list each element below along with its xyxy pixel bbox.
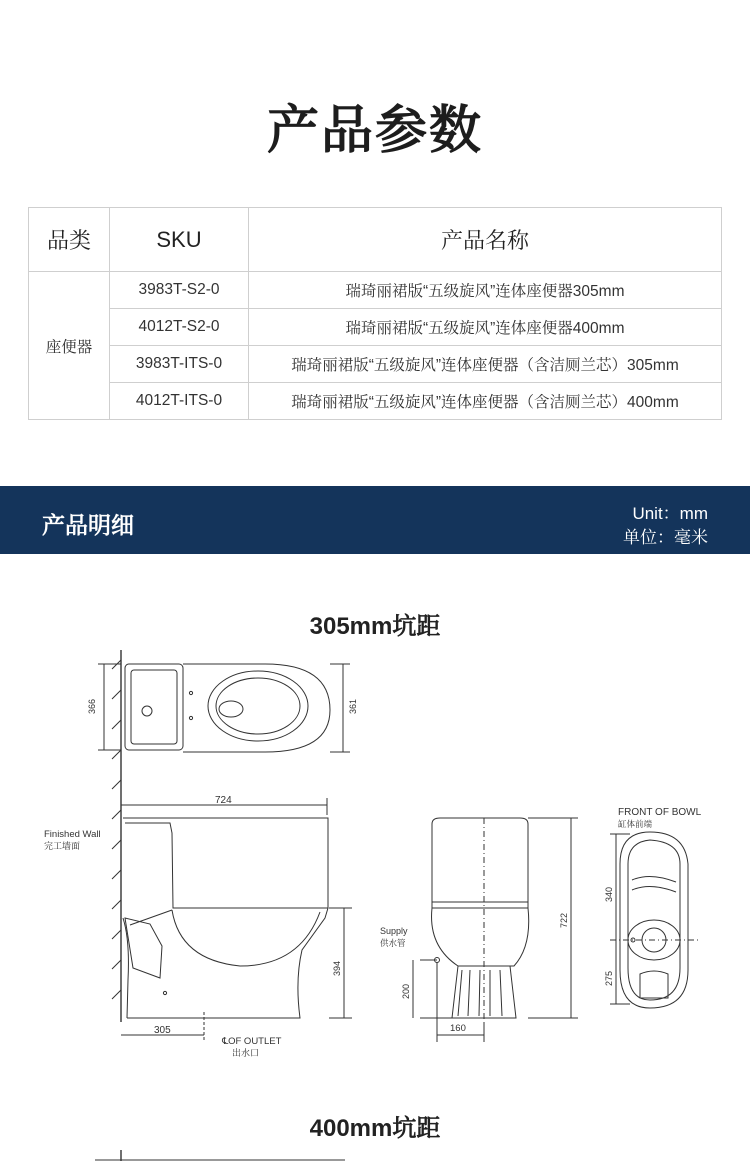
outlet-label-en: ℄OF OUTLET bbox=[222, 1036, 282, 1047]
banner-title: 产品明细 bbox=[42, 512, 134, 538]
finished-wall-label-cn: 完工墙面 bbox=[44, 841, 81, 851]
supply-label-cn: 供水管 bbox=[380, 938, 406, 948]
sku-cell: 4012T-ITS-0 bbox=[110, 383, 249, 420]
top-view bbox=[98, 664, 350, 752]
toilet-technical-drawing bbox=[0, 650, 750, 1100]
header-sku: SKU bbox=[110, 208, 249, 272]
header-category: 品类 bbox=[29, 208, 110, 272]
front-of-bowl-label-cn: 缸体前端 bbox=[618, 819, 653, 829]
supply-label-en: Supply bbox=[380, 926, 408, 936]
unit-cn: 单位：毫米 bbox=[623, 528, 708, 547]
table-row bbox=[29, 309, 722, 346]
finished-wall-label-en: Finished Wall bbox=[44, 829, 101, 840]
name-cell: 瑞琦丽裙版“五级旋风”连体座便器（含洁厕兰芯）305mm bbox=[249, 346, 722, 383]
sku-cell: 3983T-S2-0 bbox=[110, 272, 249, 309]
name-cell: 瑞琦丽裙版“五级旋风”连体座便器305mm bbox=[249, 272, 722, 309]
header-product-name: 产品名称 bbox=[249, 208, 722, 272]
dim-275: 275 bbox=[604, 970, 614, 986]
finished-wall bbox=[112, 650, 121, 1022]
front-view bbox=[413, 818, 578, 1042]
product-params-table bbox=[28, 207, 722, 420]
sku-cell: 3983T-ITS-0 bbox=[110, 346, 249, 383]
dim-361: 361 bbox=[348, 698, 358, 714]
drawing-305-title: 305mm坑距 bbox=[309, 613, 441, 640]
name-cell: 瑞琦丽裙版“五级旋风”连体座便器（含洁厕兰芯）400mm bbox=[249, 383, 722, 420]
dim-724: 724 bbox=[215, 795, 232, 806]
table-row bbox=[29, 272, 722, 309]
dim-722: 722 bbox=[559, 912, 569, 928]
dim-340: 340 bbox=[604, 886, 614, 902]
drawing-400-partial bbox=[0, 1148, 750, 1161]
page-title: 产品参数 bbox=[266, 102, 483, 160]
name-cell: 瑞琦丽裙版“五级旋风”连体座便器400mm bbox=[249, 309, 722, 346]
side-view bbox=[121, 798, 352, 1042]
dim-305: 305 bbox=[154, 1025, 171, 1036]
table-row bbox=[29, 346, 722, 383]
outlet-label-cn: 出水口 bbox=[232, 1048, 260, 1058]
dim-160: 160 bbox=[450, 1023, 466, 1034]
unit-en: Unit：mm bbox=[632, 504, 708, 523]
table-header-row bbox=[29, 208, 722, 272]
dim-394: 394 bbox=[332, 960, 342, 976]
front-of-bowl-label-en: FRONT OF BOWL bbox=[618, 807, 702, 818]
dim-366: 366 bbox=[87, 698, 97, 714]
bottom-view bbox=[610, 832, 700, 1008]
table-row bbox=[29, 383, 722, 420]
sku-cell: 4012T-S2-0 bbox=[110, 309, 249, 346]
category-cell: 座便器 bbox=[29, 272, 110, 420]
details-banner bbox=[0, 486, 750, 554]
drawing-400-title: 400mm坑距 bbox=[309, 1115, 441, 1142]
dim-200: 200 bbox=[401, 983, 411, 999]
